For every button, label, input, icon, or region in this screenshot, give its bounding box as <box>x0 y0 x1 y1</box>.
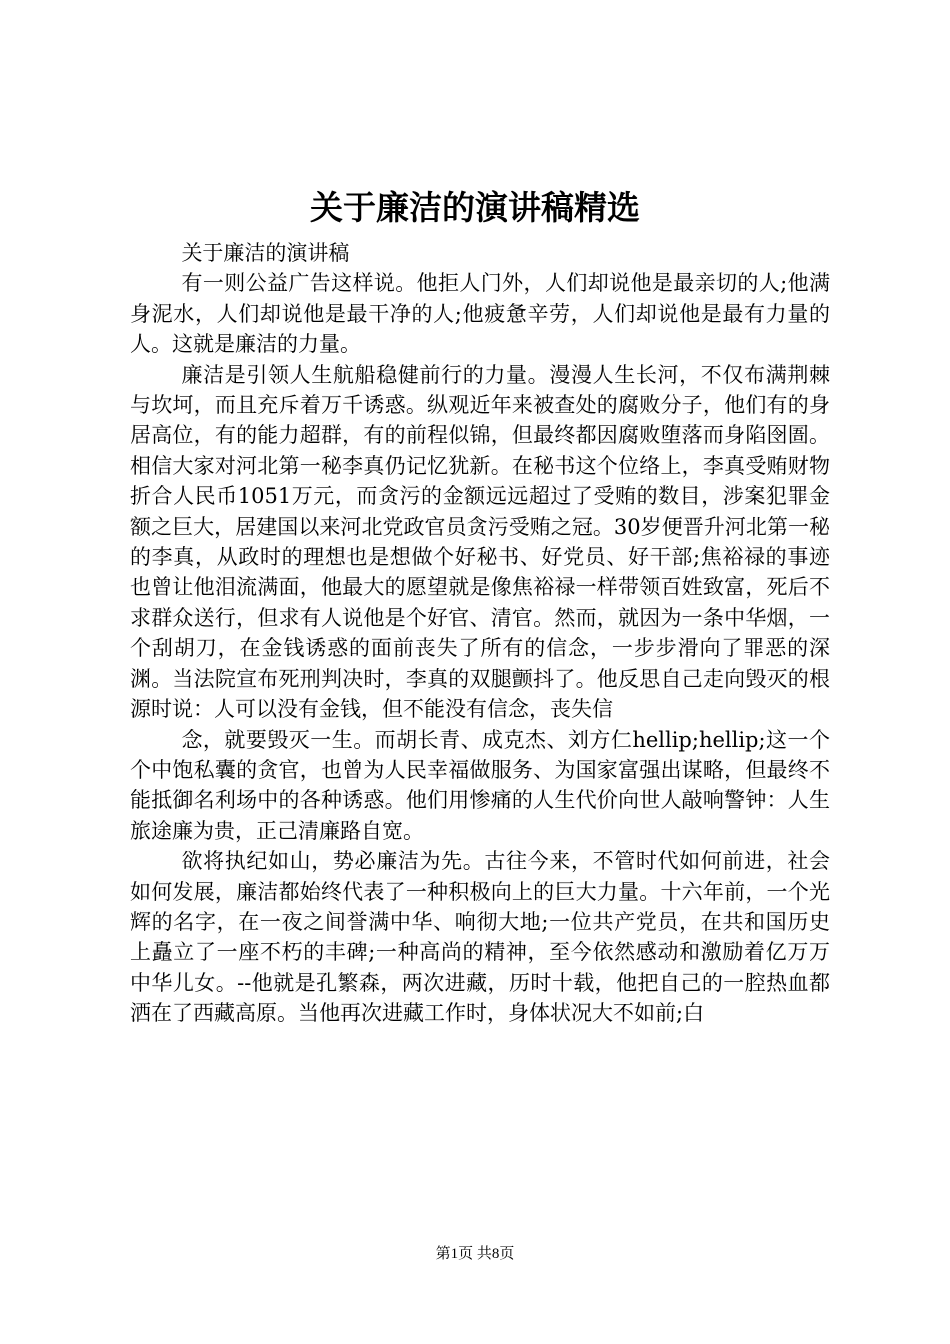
page-footer: 第1页 共8页 <box>435 1246 515 1262</box>
paragraph: 廉洁是引领人生航船稳健前行的力量。漫漫人生长河，不仅布满荆棘与坎坷，而且充斥着万千诱惑。纵观近年来被查处的腐败分子，他们有的身居高位，有的能力超群，有的前程似锦，但最终都因腐败堕落而身陷囹圄。相信大家对河北第一秘李真仍记忆犹新。在秘书这个位络上，李真受贿财物折合人民币1051万元，而贪污的金额远远超过了受贿的数目，涉案犯罪金额之巨大，居建国以来河北党政官员贪污受贿之冠。30岁便晋升河北第一秘的李真，从政时的理想也是想做个好秘书、好党员、好干部;焦裕禄的事迹也曾让他泪流满面，他最大的愿望就是像焦裕禄一样带领百姓致富，死后不求群众送行，但求有人说他是个好官、清官。然而，就因为一条中华烟，一个刮胡刀，在金钱诱惑的面前丧失了所有的信念，一步步滑向了罪恶的深渊。当法院宣布死刑判决时，李真的双腿颤抖了。他反思自己走向毁灭的根源时说：人可以没有金钱，但不能没有信念，丧失信 <box>130 362 830 722</box>
paragraph-subtitle: 关于廉洁的演讲稿 <box>181 241 350 265</box>
document-body <box>130 238 830 1029</box>
paragraph: 有一则公益广告这样说。他拒人门外，人们却说他是最亲切的人;他满身泥水，人们却说他是最干净的人;他疲惫辛劳，人们却说他是最有力量的人。这就是廉洁的力量。 <box>130 271 830 357</box>
document-title: 关于廉洁的演讲稿精选 <box>310 188 640 227</box>
paragraph: 念，就要毁灭一生。而胡长青、成克杰、刘方仁hellip;hellip;这一个个中饱私囊的贪官，也曾为人民幸福做服务、为国家富强出谋略，但最终不能抵御名利场中的各种诱惑。他们用惨痛的人生代价向世人敲响警钟：人生旅途廉为贵，正己清廉路自宽。 <box>130 727 830 843</box>
paragraph: 欲将执纪如山，势必廉洁为先。古往今来，不管时代如何前进，社会如何发展，廉洁都始终代表了一种积极向上的巨大力量。十六年前，一个光辉的名字，在一夜之间誉满中华、响彻大地;一位共产党员，在共和国历史上矗立了一座不朽的丰碑;一种高尚的精神，至今依然感动和激励着亿万万中华儿女。--他就是孔繁森，两次进藏，历时十载，他把自己的一腔热血都洒在了西藏高原。当他再次进藏工作时，身体状况大不如前;白 <box>130 849 830 1026</box>
